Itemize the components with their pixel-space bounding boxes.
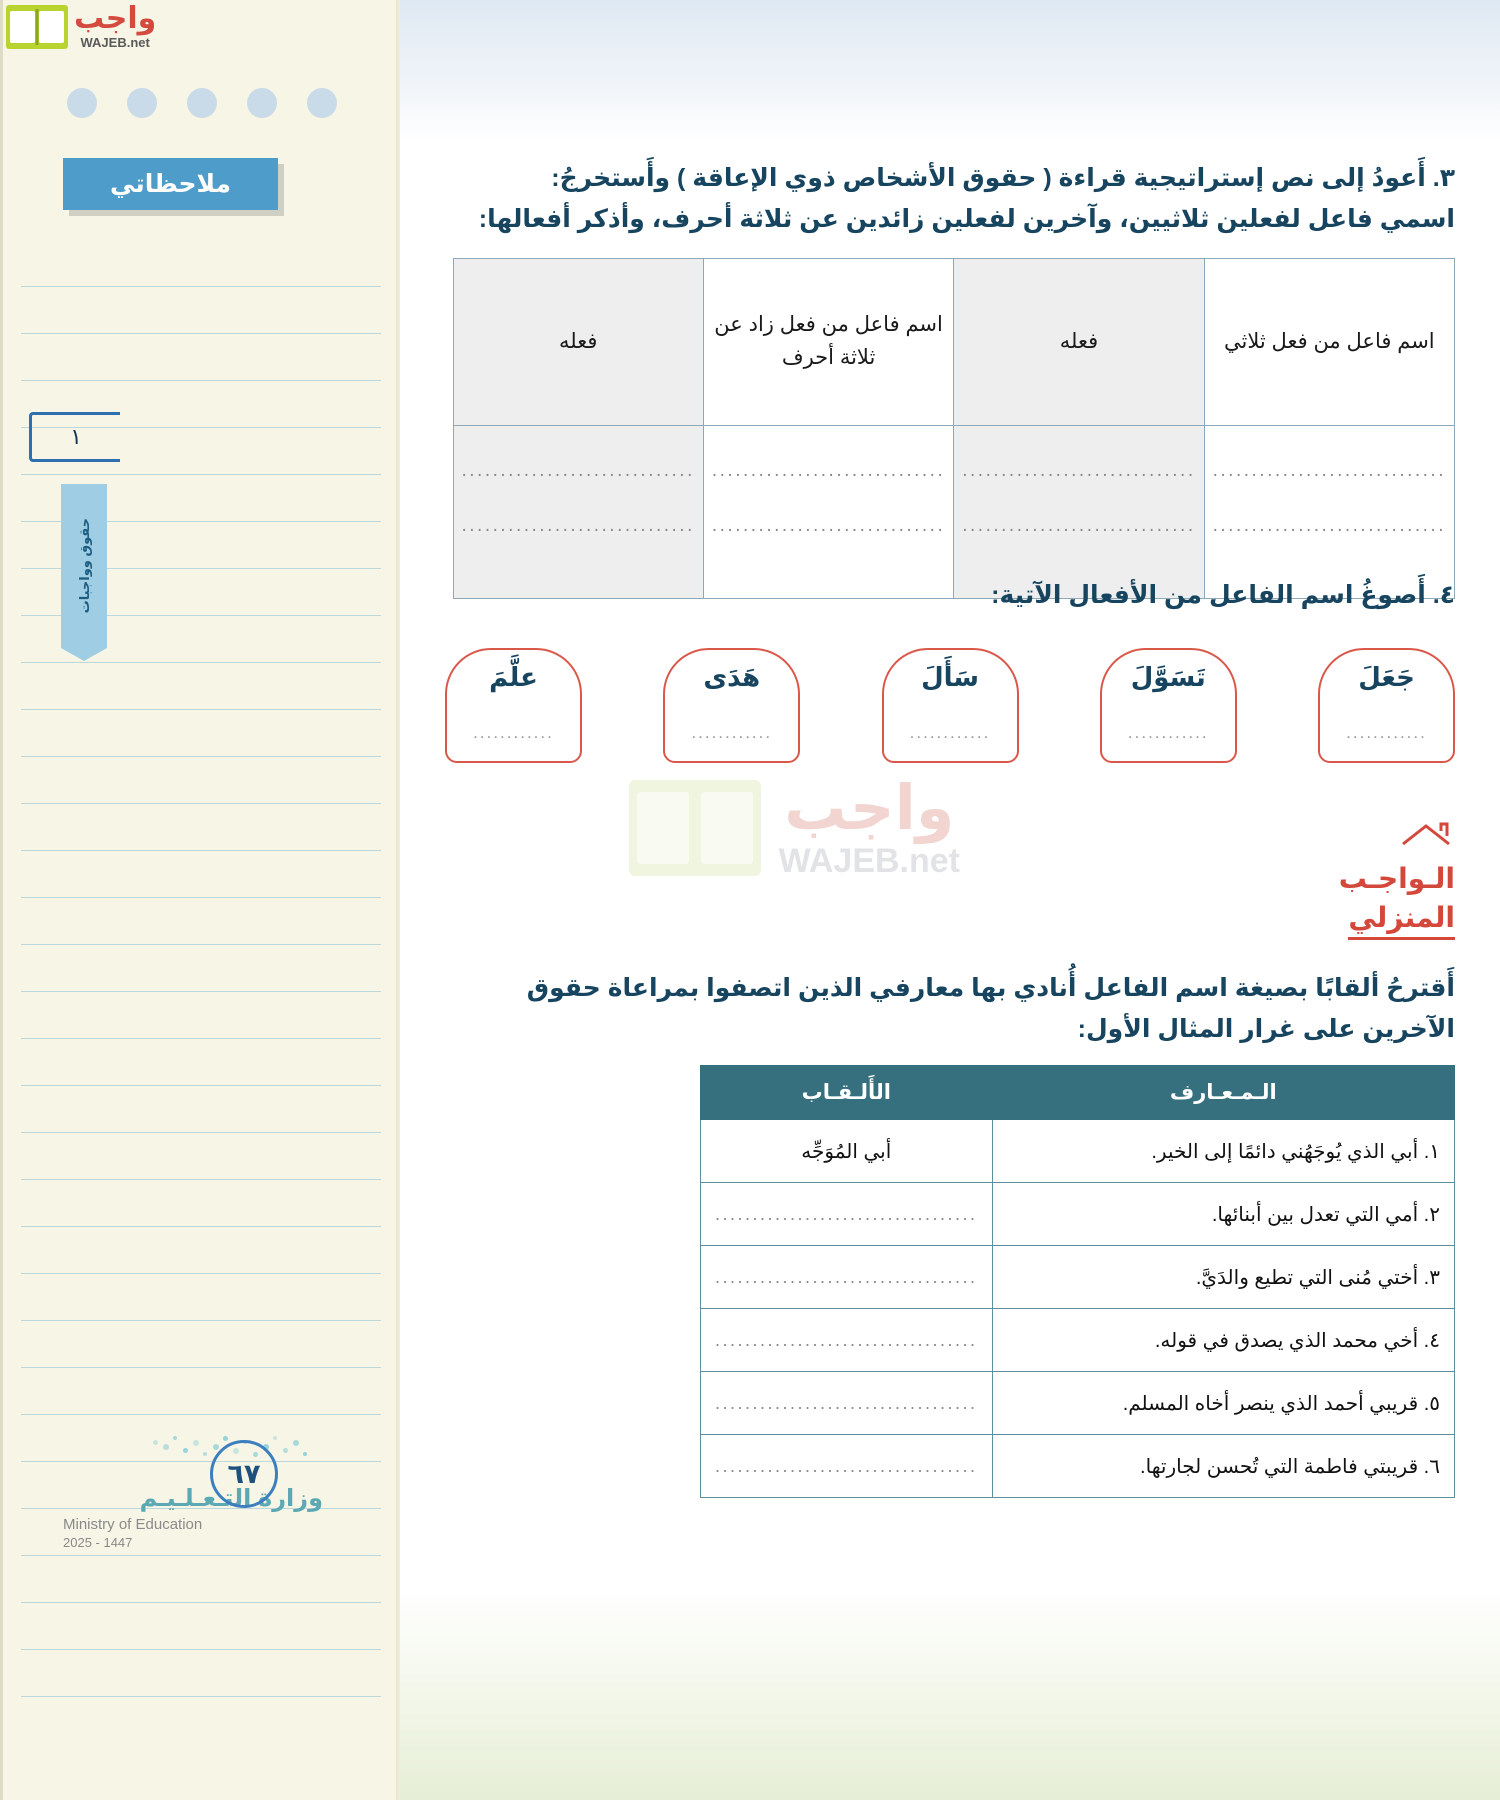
ministry-year: 2025 - 1447 (63, 1535, 133, 1550)
verb-bubble-word: هَدَى (703, 662, 761, 692)
verb-bubble[interactable] (1318, 648, 1455, 763)
question-3 (445, 158, 1455, 239)
watermark-arabic-text: واجب (784, 774, 955, 843)
verb-bubble-word: جَعَلَ (1358, 662, 1415, 692)
verb-bubble-word: تَسَوَّلَ (1130, 662, 1206, 692)
homework-label-line-1: الـواجـب (1338, 863, 1455, 894)
question-4-line-1: ٤. أَصوغُ اسم الفاعل من الأفعال الآتية: (991, 581, 1455, 609)
ruled-line (21, 1368, 381, 1415)
dot-icon (293, 1440, 299, 1446)
ruled-line (21, 710, 381, 757)
question-3-line-2: اسمي فاعل لفعلين ثلاثيين، وآخرين لفعلين زائدين عن ثلاثة أحرف، وأذكر أفعالها: (478, 204, 1455, 233)
worksheet-content (400, 0, 1500, 1800)
grammar-answer-cell[interactable] (453, 426, 703, 599)
dot-icon (153, 1440, 158, 1445)
grammar-answer-cell[interactable] (1204, 426, 1454, 599)
dot-icon (173, 1436, 177, 1440)
homework-prompt (445, 968, 1455, 1049)
book-spine-icon (36, 9, 39, 45)
grammar-answer-cell[interactable] (703, 426, 953, 599)
logo-arabic-text: واجب (74, 2, 157, 35)
maarif-cell: ١. أبي الذي يُوجَهُني دائمًا إلى الخير. (992, 1120, 1454, 1183)
punch-hole-icon (307, 88, 337, 118)
dot-icon (283, 1448, 288, 1453)
ruled-line (21, 992, 381, 1039)
table-row (701, 1246, 1455, 1309)
answer-blank-line[interactable]: ................................... (715, 1329, 978, 1350)
grammar-table-answer-row (453, 426, 1455, 599)
ruled-line (21, 1133, 381, 1180)
watermark-book-icon (629, 780, 761, 876)
ministry-emblem (63, 1434, 323, 1550)
dot-icon (203, 1452, 207, 1456)
dot-icon (193, 1440, 199, 1446)
maarif-cell: ٢. أمي التي تعدل بين أبنائها. (992, 1183, 1454, 1246)
notes-sidebar (0, 0, 400, 1800)
maarif-cell: ٥. قريبي أحمد الذي ينصر أخاه المسلم. (992, 1372, 1454, 1435)
grammar-answer-cell[interactable] (954, 426, 1204, 599)
question-3-line-1: ٣. أَعودُ إلى نص إستراتيجية قراءة ( حقوق الأشخاص ذوي الإعاقة ) وأَستخرجُ: (551, 164, 1455, 192)
ruled-line (21, 757, 381, 804)
verb-bubble-answer-blank[interactable]: ............ (691, 723, 773, 743)
exercise-number-label: ١ (70, 424, 82, 449)
punch-hole-icon (127, 88, 157, 118)
answer-blank-line[interactable]: .............................. (461, 460, 695, 481)
dot-icon (273, 1436, 277, 1440)
exercise-number-box (29, 412, 120, 462)
dot-icon (223, 1436, 228, 1441)
ruled-line (21, 1556, 381, 1603)
dot-icon (213, 1444, 219, 1450)
ruled-line (21, 287, 381, 334)
ruled-line (21, 1227, 381, 1274)
alqab-cell[interactable] (701, 1372, 993, 1435)
answer-blank-line[interactable]: .............................. (461, 515, 695, 537)
answer-blank-line[interactable]: .............................. (1212, 515, 1446, 537)
homework-prompt-line-1: أَقترحُ ألقابًا بصيغة اسم الفاعل أُنادي بها معارفي الذين اتصفوا بمراعاة حقوق (526, 974, 1455, 1002)
answer-blank-line[interactable]: .............................. (1212, 460, 1446, 481)
rights-ribbon (61, 484, 107, 648)
verb-bubble[interactable] (663, 648, 800, 763)
ruled-line (21, 851, 381, 898)
punch-hole-icon (247, 88, 277, 118)
table-row (701, 1372, 1455, 1435)
verb-bubble-word: سَأَلَ (921, 662, 979, 692)
alqab-cell[interactable] (701, 1183, 993, 1246)
punch-hole-icon (187, 88, 217, 118)
answer-blank-line[interactable]: ................................... (715, 1392, 978, 1413)
rights-ribbon-label: حقوق وواجبات (76, 518, 92, 614)
column-header-alqab: الأَلـقـاب (701, 1066, 993, 1120)
answer-blank-line[interactable]: .............................. (962, 515, 1196, 537)
ruled-line (21, 1650, 381, 1697)
wajeb-logo (6, 4, 156, 49)
homework-header (1339, 828, 1455, 940)
verb-bubble-answer-blank[interactable]: ............ (909, 723, 991, 743)
punch-holes (37, 88, 337, 122)
ruled-line (21, 663, 381, 710)
notes-tab-label: ملاحظاتي (110, 170, 231, 198)
homework-table (700, 1065, 1455, 1498)
table-row (701, 1183, 1455, 1246)
alqab-cell[interactable]: أبي المُوَجِّه (701, 1120, 993, 1183)
grammar-column-header: فعله (954, 259, 1204, 426)
alqab-cell[interactable] (701, 1309, 993, 1372)
logo-latin-text: WAJEB.net (80, 35, 150, 50)
answer-blank-line[interactable]: ................................... (715, 1203, 978, 1224)
table-row (701, 1435, 1455, 1498)
maarif-cell: ٣. أختي مُنى التي تطيع والدَيَّ. (992, 1246, 1454, 1309)
answer-blank-line[interactable]: ................................... (715, 1455, 978, 1476)
maarif-cell: ٦. قريبتي فاطمة التي تُحسن لجارتها. (992, 1435, 1454, 1498)
verb-bubble[interactable] (1100, 648, 1237, 763)
alqab-cell[interactable] (701, 1435, 993, 1498)
dot-icon (163, 1444, 169, 1450)
dot-icon (303, 1452, 307, 1456)
ministry-name-arabic: وزارة التـعـلـيـم (139, 1485, 323, 1512)
verb-bubble-answer-blank[interactable]: ............ (473, 723, 554, 743)
grammar-table (453, 258, 1456, 599)
ministry-name-english: Ministry of Education (63, 1516, 203, 1533)
ruled-line (21, 898, 381, 945)
answer-blank-line[interactable]: .............................. (711, 460, 946, 481)
grammar-column-header: فعله (453, 259, 703, 426)
ruled-line (21, 1180, 381, 1227)
grammar-table-header-row (453, 259, 1455, 426)
answer-blank-line[interactable]: .............................. (962, 460, 1196, 481)
open-book-icon (6, 5, 68, 49)
dot-icon (183, 1448, 188, 1453)
punch-hole-icon (67, 88, 97, 118)
verb-bubble-answer-blank[interactable]: ............ (1127, 723, 1209, 743)
page-number (210, 1440, 278, 1508)
page-number-label: ٦٧ (227, 1458, 261, 1489)
alqab-cell[interactable] (701, 1246, 993, 1309)
verb-bubble[interactable] (882, 648, 1019, 763)
ruled-line (21, 1603, 381, 1650)
table-header-row (701, 1066, 1455, 1120)
question-4 (445, 575, 1455, 616)
ruled-line (21, 1321, 381, 1368)
verb-bubble[interactable] (445, 648, 582, 763)
ruled-line (21, 240, 381, 287)
verb-bubble-row (445, 648, 1455, 763)
watermark-latin-text: WAJEB.net (778, 842, 960, 880)
ruled-line (21, 1274, 381, 1321)
grammar-column-header: اسم فاعل من فعل ثلاثي (1204, 259, 1454, 426)
column-header-maarif: الـمـعـارف (992, 1066, 1454, 1120)
ruled-line (21, 1039, 381, 1086)
verb-bubble-word: علَّمَ (489, 662, 538, 692)
ruled-line (21, 945, 381, 992)
homework-prompt-line-2: الآخرين على غرار المثال الأول: (1077, 1014, 1455, 1043)
ruled-line (21, 804, 381, 851)
maarif-cell: ٤. أخي محمد الذي يصدق في قوله. (992, 1309, 1454, 1372)
table-row (701, 1120, 1455, 1183)
homework-label-line-2: المنزلي (1348, 901, 1455, 940)
ruled-line (21, 334, 381, 381)
answer-blank-line[interactable]: ................................... (715, 1266, 978, 1287)
verb-bubble-answer-blank[interactable]: ............ (1346, 723, 1427, 743)
answer-blank-line[interactable]: .............................. (711, 515, 946, 537)
top-gradient (400, 0, 1500, 140)
grammar-column-header: اسم فاعل من فعل زاد عن ثلاثة أحرف (703, 259, 953, 426)
notes-tab (63, 158, 278, 210)
house-icon (1399, 820, 1453, 864)
ruled-line (21, 1086, 381, 1133)
bottom-gradient (400, 1590, 1500, 1800)
table-row (701, 1309, 1455, 1372)
